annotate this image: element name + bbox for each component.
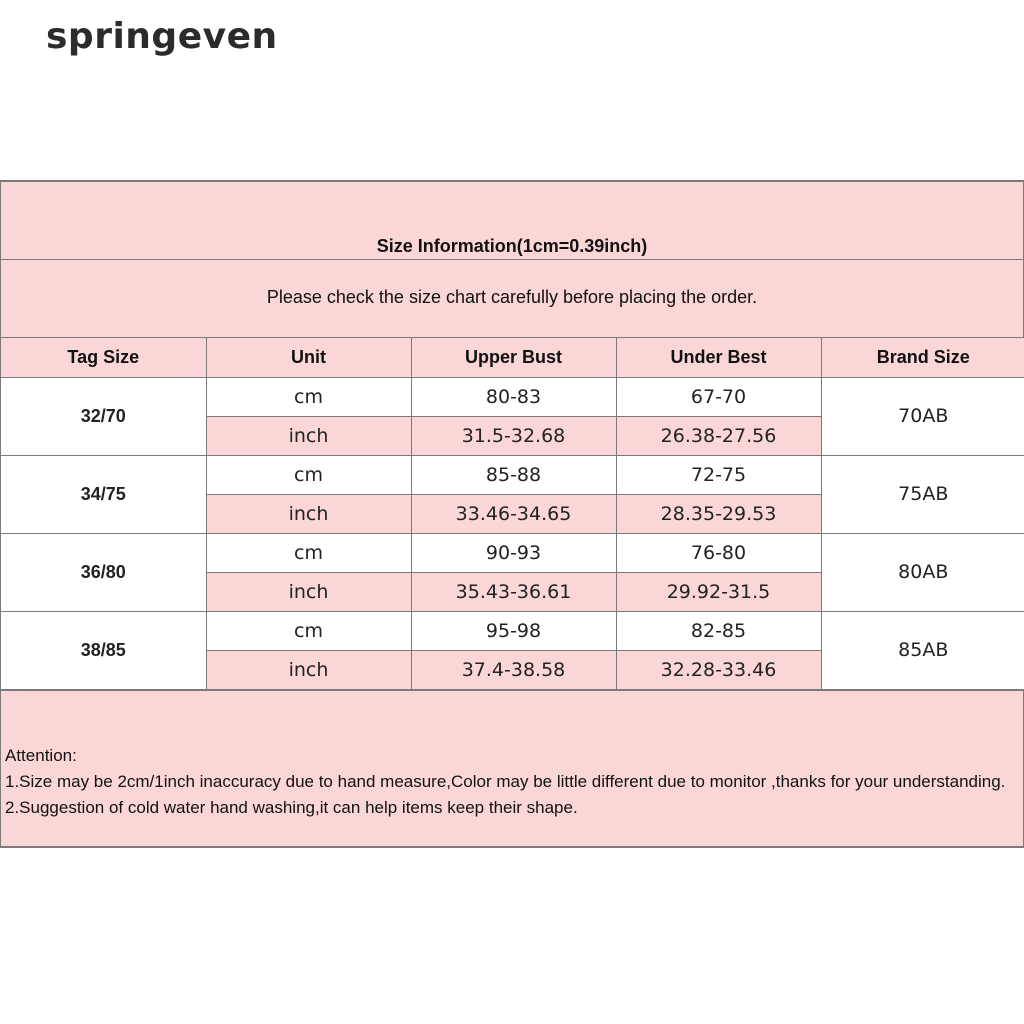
unit-cell: cm <box>206 611 411 650</box>
upper-bust-cell: 37.4-38.58 <box>411 650 616 689</box>
brand-size-cell: 80AB <box>821 533 1024 611</box>
unit-cell: cm <box>206 377 411 416</box>
unit-cell: inch <box>206 572 411 611</box>
table-row <box>1 533 1024 572</box>
under-best-cell: 28.35-29.53 <box>616 494 821 533</box>
header-brand-size: Brand Size <box>821 338 1024 377</box>
upper-bust-cell: 85-88 <box>411 455 616 494</box>
unit-cell: inch <box>206 416 411 455</box>
unit-cell: inch <box>206 494 411 533</box>
upper-bust-cell: 35.43-36.61 <box>411 572 616 611</box>
under-best-cell: 29.92-31.5 <box>616 572 821 611</box>
upper-bust-cell: 95-98 <box>411 611 616 650</box>
brand-size-cell: 85AB <box>821 611 1024 689</box>
header-unit: Unit <box>206 338 411 377</box>
upper-bust-cell: 80-83 <box>411 377 616 416</box>
unit-cell: cm <box>206 455 411 494</box>
header-upper-bust: Upper Bust <box>411 338 616 377</box>
attention-notes <box>1 690 1023 846</box>
unit-cell: inch <box>206 650 411 689</box>
table-row <box>1 377 1024 416</box>
tag-size-cell: 34/75 <box>1 455 206 533</box>
tag-size-cell: 38/85 <box>1 611 206 689</box>
header-tag-size: Tag Size <box>1 338 206 377</box>
tag-size-cell: 32/70 <box>1 377 206 455</box>
table-row <box>1 611 1024 650</box>
upper-bust-cell: 90-93 <box>411 533 616 572</box>
size-chart-notice: Please check the size chart carefully before placing the order. <box>1 260 1023 338</box>
under-best-cell: 76-80 <box>616 533 821 572</box>
table-row <box>1 455 1024 494</box>
attention-line-1: 1.Size may be 2cm/1inch inaccuracy due to hand measure,Color may be little different due to monitor ,thanks for your understanding. <box>5 771 1006 791</box>
attention-line-2: 2.Suggestion of cold water hand washing,it can help items keep their shape. <box>5 797 578 817</box>
under-best-cell: 82-85 <box>616 611 821 650</box>
upper-bust-cell: 31.5-32.68 <box>411 416 616 455</box>
unit-cell: cm <box>206 533 411 572</box>
size-chart-title: Size Information(1cm=0.39inch) <box>1 182 1023 260</box>
table-header-row <box>1 338 1024 377</box>
tag-size-cell: 36/80 <box>1 533 206 611</box>
upper-bust-cell: 33.46-34.65 <box>411 494 616 533</box>
brand-size-cell: 70AB <box>821 377 1024 455</box>
under-best-cell: 32.28-33.46 <box>616 650 821 689</box>
under-best-cell: 72-75 <box>616 455 821 494</box>
size-table <box>1 338 1024 690</box>
brand-size-cell: 75AB <box>821 455 1024 533</box>
under-best-cell: 67-70 <box>616 377 821 416</box>
brand-logo-text: springeven <box>46 16 278 57</box>
attention-heading: Attention: <box>5 745 77 765</box>
size-chart <box>0 180 1024 848</box>
under-best-cell: 26.38-27.56 <box>616 416 821 455</box>
header-under-best: Under Best <box>616 338 821 377</box>
